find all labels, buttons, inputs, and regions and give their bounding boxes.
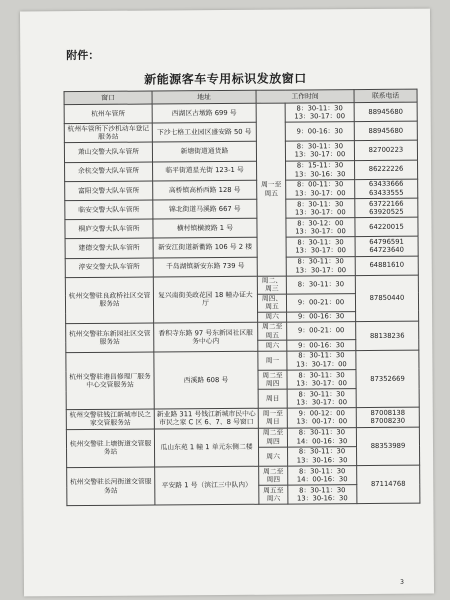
workday-cell: 周二至周四 xyxy=(258,370,287,389)
attachment-label: 附件： xyxy=(66,48,100,63)
table-row xyxy=(65,256,418,278)
hours-cell: 8：00-11：30 13：30-17：00 xyxy=(286,179,355,199)
hours-cell: 8：30-11：30 13：30-17：00 xyxy=(287,370,356,390)
hours-cell: 9：00-12：00 13：00-17：00 xyxy=(287,408,356,428)
window-name-cell: 淳安交警大队车管所 xyxy=(65,258,153,278)
workday-cell: 周六 xyxy=(258,340,287,351)
table-row xyxy=(66,408,419,430)
hours-cell: 8：30-11：30 13：30-17：00 xyxy=(287,389,356,409)
table-row xyxy=(65,179,418,201)
table-row xyxy=(65,275,418,295)
window-name-cell: 富阳交警大队车管所 xyxy=(65,181,153,201)
header-address: 地址 xyxy=(152,90,256,104)
workday-cell: 周一至周日 xyxy=(258,408,287,427)
window-name-cell: 杭州交警驻钱江新城市民之家交管服务站 xyxy=(66,409,154,429)
hours-cell: 8：30-11：30 xyxy=(286,275,355,293)
window-name-cell: 杭州交警驻东新园社区交管服务站 xyxy=(66,323,154,352)
hours-cell: 8：30-11：30 13：30-16：30 xyxy=(288,446,357,466)
address-cell: 千岛湖镇新安东路 739 号 xyxy=(153,257,257,277)
workday-cell: 周二至周四 xyxy=(259,466,288,485)
hours-cell: 8：30-11：30 13：30-17：00 xyxy=(286,237,355,257)
address-cell: 西溪路 608 号 xyxy=(154,351,258,409)
phone-cell: 87850440 xyxy=(355,275,418,322)
phone-cell: 87008138 87008230 xyxy=(356,408,419,428)
issuance-window-table xyxy=(64,89,421,507)
address-cell: 横村镇横渡路 1 号 xyxy=(153,218,257,238)
phone-cell: 64796591 64723640 xyxy=(355,236,418,256)
table-row xyxy=(64,141,417,163)
hours-cell: 8：30-12：00 13：30-17：00 xyxy=(286,218,355,238)
address-cell: 临平街道星光街 123-1 号 xyxy=(153,161,257,181)
table-row xyxy=(65,160,418,182)
hours-cell: 9：00-21：00 xyxy=(287,322,356,340)
address-cell: 新安江街道新衢路 106 号 2 楼 xyxy=(153,238,257,258)
table-row xyxy=(67,465,420,487)
phone-cell: 86222226 xyxy=(355,160,418,180)
window-name-cell: 杭州车管所下沙机动车登记服务站 xyxy=(64,123,152,143)
header-window: 窗口 xyxy=(64,91,152,105)
workday-cell: 周六 xyxy=(259,447,288,466)
header-phone: 联系电话 xyxy=(354,89,417,102)
phone-cell: 64220015 xyxy=(355,217,418,237)
workday-cell: 周二至周五 xyxy=(258,322,287,340)
header-hours: 工作时间 xyxy=(256,90,354,104)
hours-cell: 9：00-16：30 xyxy=(287,311,356,322)
address-cell: 瓜山东苑 1 幢 1 单元东侧二楼 xyxy=(154,428,258,467)
window-name-cell: 杭州交警驻上塘街道交管服务站 xyxy=(66,429,154,468)
window-name-cell: 桐庐交警大队车管所 xyxy=(65,219,153,239)
hours-cell: 8：30-11：30 13：30-16：30 xyxy=(288,485,357,505)
workday-cell: 周二至周四 xyxy=(258,428,287,447)
window-name-cell: 余杭交警大队车管所 xyxy=(65,162,153,182)
page-number: 3 xyxy=(400,578,404,586)
address-cell: 新塘街道通货路 xyxy=(152,142,256,162)
window-name-cell: 临安交警大队车管所 xyxy=(65,200,153,220)
table-row xyxy=(66,427,419,449)
hours-cell: 8：30-11：30 14：00-16：30 xyxy=(287,427,356,447)
table-row xyxy=(64,102,417,124)
hours-cell: 9：00-16：30 xyxy=(287,340,356,351)
address-cell: 西湖区古墩路 699 号 xyxy=(152,103,256,123)
window-name-cell: 杭州交警驻长河街道交管服务站 xyxy=(67,467,155,506)
phone-cell: 88138236 xyxy=(356,321,419,350)
table-row xyxy=(65,236,418,258)
window-name-cell: 杭州车管所 xyxy=(64,104,152,124)
address-cell: 复兴南街美政花园 18 幢办证大厅 xyxy=(153,276,257,323)
phone-cell: 63433666 63433555 xyxy=(355,179,418,199)
phone-cell: 88945680 xyxy=(354,121,417,141)
workday-cell: 周二、周三 xyxy=(257,276,286,294)
hours-cell: 8：30-11：30 14：00-16：30 xyxy=(288,466,357,486)
table-row xyxy=(65,198,418,220)
workday-cell: 周一至周五 xyxy=(256,103,286,276)
window-name-cell: 杭州交警驻港昌修理厂服务中心交管服务站 xyxy=(66,352,154,410)
hours-cell: 8：30-11：30 13：30-17：00 xyxy=(286,199,355,219)
document-page xyxy=(20,9,434,597)
address-cell: 新业路 311 号钱江新城市民中心市民之家 C 区 6、7、8 号窗口 xyxy=(154,409,258,429)
hours-cell: 9：00-21：00 xyxy=(286,293,355,311)
workday-cell: 周六 xyxy=(258,312,287,323)
address-cell: 高桥镇高桥西路 128 号 xyxy=(153,180,257,200)
hours-cell: 8：30-11：30 13：30-17：00 xyxy=(286,256,355,276)
address-cell: 下沙七格工业园区盛安路 50 号 xyxy=(152,122,256,142)
hours-cell: 8：30-11：30 13：30-17：00 xyxy=(285,103,354,123)
window-name-cell: 杭州交警驻良政桥社区交管服务站 xyxy=(65,277,153,324)
workday-cell: 周日 xyxy=(258,389,287,408)
address-cell: 锦北街道马溪路 667 号 xyxy=(153,199,257,219)
hours-cell: 8：15-11：30 13：30-16：30 xyxy=(286,160,355,180)
hours-cell: 9：00-16：30 xyxy=(285,122,354,142)
phone-cell: 82700223 xyxy=(354,141,417,161)
phone-cell: 88945680 xyxy=(354,102,417,122)
address-cell: 香积寺东路 97 号东新园社区服务中心内 xyxy=(154,323,258,352)
phone-cell: 88353989 xyxy=(356,427,419,466)
phone-cell: 63722166 63920525 xyxy=(355,198,418,218)
workday-cell: 周四、周五 xyxy=(257,294,286,312)
table-row xyxy=(65,217,418,239)
table-row xyxy=(66,321,419,341)
workday-cell: 周五至周六 xyxy=(259,485,288,504)
table-row xyxy=(64,121,417,143)
document-title: 新能源客车专用标识发放窗口 xyxy=(144,71,307,87)
table-row xyxy=(66,350,419,372)
window-name-cell: 萧山交警大队车管所 xyxy=(64,142,152,162)
phone-cell: 64881610 xyxy=(355,256,418,276)
hours-cell: 8：30-11：30 13：30-17：00 xyxy=(285,141,354,161)
phone-cell: 87114768 xyxy=(357,465,420,504)
workday-cell: 周一 xyxy=(258,351,287,370)
phone-cell: 87352669 xyxy=(356,350,419,408)
window-name-cell: 建德交警大队车管所 xyxy=(65,238,153,258)
hours-cell: 8：30-11：30 13：30-17：00 xyxy=(287,350,356,370)
address-cell: 平安路 1 号（滨江三中队内） xyxy=(155,466,259,505)
